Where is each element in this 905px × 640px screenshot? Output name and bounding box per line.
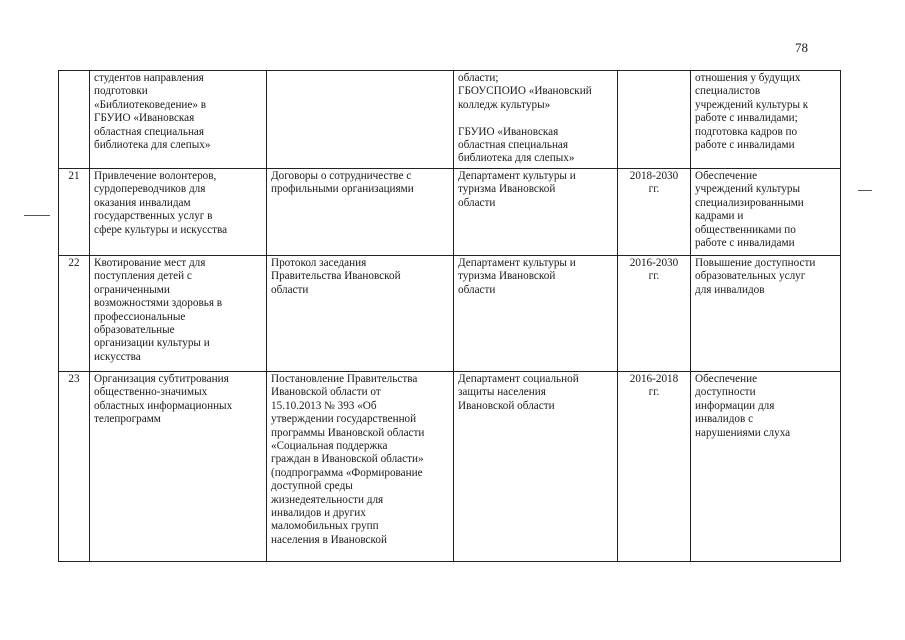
margin-mark-right [858, 190, 872, 191]
table-row [59, 372, 841, 562]
cell-period: 2016-2018 гг. [618, 372, 691, 562]
cell-executor: Департамент культуры и туризма Ивановской области [454, 256, 618, 372]
cell-period [618, 71, 691, 169]
margin-mark-left [24, 215, 50, 216]
cell-number: 23 [59, 372, 90, 562]
cell-result: Обеспечение учреждений культуры специализированными кадрами и общественниками по работе с инвалидами [691, 169, 841, 256]
cell-executor: Департамент социальной защиты населения Ивановской области [454, 372, 618, 562]
cell-document [267, 71, 454, 169]
cell-executor: области; ГБОУСПОИО «Ивановский колледж культуры» ГБУИО «Ивановская областная специальная библиотека для слепых» [454, 71, 618, 169]
cell-number: 22 [59, 256, 90, 372]
page-number: 78 [795, 40, 808, 55]
cell-number [59, 71, 90, 169]
cell-activity: Привлечение волонтеров, сурдопереводчиков для оказания инвалидам государственных услуг в сфере культуры и искусства [90, 169, 267, 256]
cell-activity: Организация субтитрования общественно-значимых областных информационных телепрограмм [90, 372, 267, 562]
cell-period: 2018-2030 гг. [618, 169, 691, 256]
measures-table [58, 70, 841, 562]
cell-result: отношения у будущих специалистов учреждений культуры к работе с инвалидами; подготовка кадров по работе с инвалидами [691, 71, 841, 169]
cell-number: 21 [59, 169, 90, 256]
cell-activity: студентов направления подготовки «Библиотековедение» в ГБУИО «Ивановская областная специальная библиотека для слепых» [90, 71, 267, 169]
cell-result: Повышение доступности образовательных услуг для инвалидов [691, 256, 841, 372]
cell-document: Протокол заседания Правительства Ивановской области [267, 256, 454, 372]
cell-document: Договоры о сотрудничестве с профильными организациями [267, 169, 454, 256]
cell-result: Обеспечение доступности информации для инвалидов с нарушениями слуха [691, 372, 841, 562]
table-row [59, 256, 841, 372]
table-row-continuation [59, 71, 841, 169]
table-row [59, 169, 841, 256]
cell-activity: Квотирование мест для поступления детей с ограниченными возможностями здоровья в профессиональные образовательные организации культуры и искусства [90, 256, 267, 372]
cell-document: Постановление Правительства Ивановской области от 15.10.2013 № 393 «Об утверждении государственной программы Ивановской области «Социальная поддержка граждан в Ивановской области» (подпрограмма «Формирование доступной среды жизнедеятельности для инвалидов и других маломобильных групп населения в Ивановской [267, 372, 454, 562]
cell-executor: Департамент культуры и туризма Ивановской области [454, 169, 618, 256]
cell-period: 2016-2030 гг. [618, 256, 691, 372]
